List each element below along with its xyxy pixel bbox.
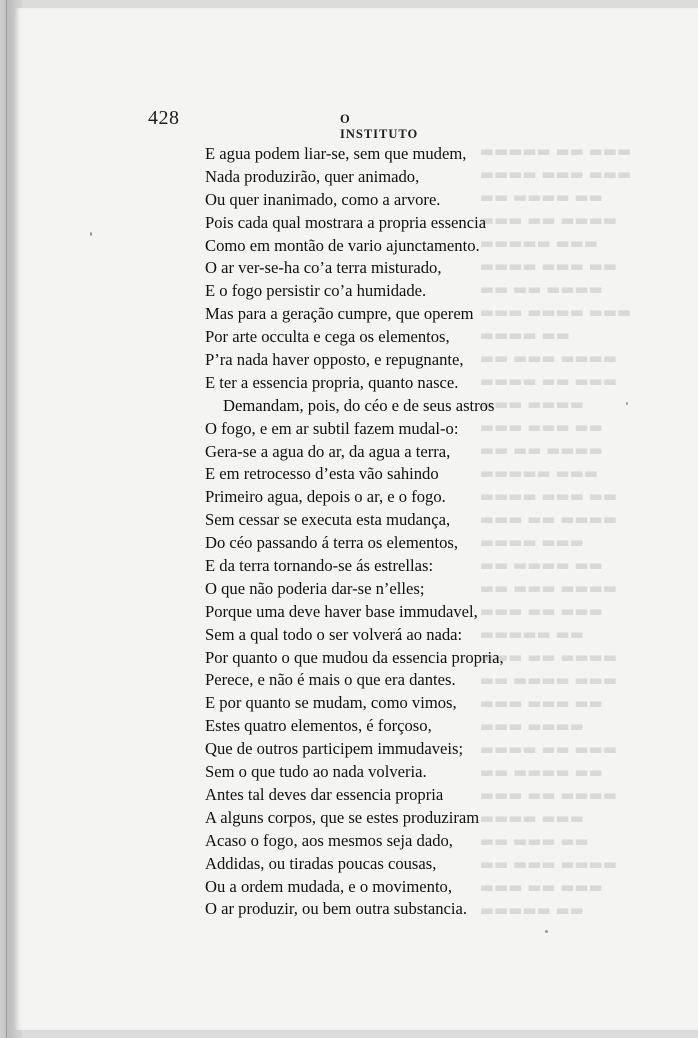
poem-line: Mas para a geração cumpre, que operem: [205, 304, 474, 324]
poem-line: Sem o que tudo ao nada volveria.: [205, 762, 427, 782]
poem-line: O que não poderia dar-se n’elles;: [205, 578, 425, 598]
poem-line: Estes quatro elementos, é forçoso,: [205, 716, 432, 736]
scan-speck: [545, 930, 548, 933]
poem-line: Perece, e não é mais o que era dantes.: [205, 670, 456, 690]
poem-line: E o fogo persistir co’a humidade.: [205, 281, 427, 301]
poem-line: E em retrocesso d’esta vão sahindo: [205, 464, 439, 484]
poem-line: A alguns corpos, que se estes produziram: [205, 807, 480, 827]
page-number: 428: [148, 107, 180, 129]
poem-line: Ou quer inanimado, como a arvore.: [205, 189, 441, 209]
reverse-side-show-through: ▬▬▬ ▬▬ ▬▬▬▬▬ ▬▬▬ ▬▬▬ ▬▬▬▬ ▬▬ ▬▬▬▬ ▬▬ ▬▬▬▬ ▬▬ ▬▬▬ ▬▬▬ ▬▬▬▬▬ ▬▬ ▬▬▬ ▬▬▬▬ ▬▬▬▬ ▬▬ ▬▬ ▬▬▬ ▬▬▬▬ ▬▬▬ ▬▬ ▬▬▬▬ ▬▬▬▬ ▬▬▬ ▬▬ ▬▬▬ ▬▬ ▬▬▬▬ ▬▬▬▬ ▬▬▬ ▬▬ ▬▬▬ ▬▬▬ ▬▬▬▬ ▬▬ ▬▬ ▬▬▬ ▬▬▬▬▬ ▬▬ ▬▬▬ ▬▬▬▬ ▬▬▬▬ ▬▬ ▬▬▬ ▬▬▬ ▬▬▬▬ ▬▬ ▬▬▬▬ ▬▬ ▬▬▬▬ ▬▬▬ ▬▬ ▬▬▬ ▬▬ ▬▬▬ ▬▬ ▬▬▬▬▬ ▬▬▬▬ ▬▬ ▬▬▬ ▬▬▬ ▬▬▬▬ ▬▬ ▬▬ ▬▬▬ ▬▬▬ ▬▬▬▬ ▬▬▬ ▬▬▬ ▬▬ ▬▬▬▬ ▬▬ ▬▬▬▬ ▬▬ ▬▬▬▬ ▬▬ ▬▬▬ ▬▬▬ ▬▬▬▬ ▬▬ ▬▬▬ ▬▬ ▬▬▬▬ ▬▬▬ ▬▬ ▬▬▬ ▬▬ ▬▬▬ ▬▬ ▬▬▬▬▬: [480, 142, 632, 919]
scan-speck: [90, 232, 92, 236]
poem-line: Pois cada qual mostrara a propria essencia: [205, 212, 487, 232]
page-header: [148, 107, 432, 141]
poem-line: Que de outros participem immudaveis;: [205, 739, 464, 759]
poem-line: Acaso o fogo, aos mesmos seja dado,: [205, 830, 453, 850]
poem-line: Antes tal deves dar essencia propria: [205, 784, 444, 804]
poem-line: Porque uma deve haver base immudavel,: [205, 601, 478, 621]
poem-line: E por quanto se mudam, como vimos,: [205, 693, 457, 713]
poem-line: Primeiro agua, depois o ar, e o fogo.: [205, 487, 446, 507]
poem-line: Nada produzirão, quer animado,: [205, 166, 420, 186]
poem-line: Ou a ordem mudada, e o movimento,: [205, 876, 453, 896]
poem-text-block: [205, 143, 545, 921]
poem-line: P’ra nada haver opposto, e repugnante,: [205, 350, 464, 370]
poem-line: Por quanto o que mudou da essencia propria,: [205, 647, 504, 667]
running-title: O INSTITUTO: [340, 112, 419, 141]
poem-line: E agua podem liar-se, sem que mudem,: [205, 144, 467, 163]
poem-line: Addidas, ou tiradas poucas cousas,: [205, 853, 437, 873]
poem-line: O ar ver-se-ha co’a terra misturado,: [205, 258, 442, 278]
poem-line: Gera-se a agua do ar, da agua a terra,: [205, 441, 451, 461]
poem-line: E ter a essencia propria, quanto nasce.: [205, 372, 459, 392]
poem-line: Sem cessar se executa esta mudança,: [205, 510, 451, 530]
poem-line: E da terra tornando-se ás estrellas:: [205, 556, 434, 576]
poem-line: O ar produzir, ou bem outra substancia.: [205, 899, 467, 919]
scan-speck: [626, 402, 628, 405]
poem-line: Sem a qual todo o ser volverá ao nada:: [205, 624, 463, 644]
poem-line: Por arte occulta e cega os elementos,: [205, 327, 450, 347]
poem-line: Do céo passando á terra os elementos,: [205, 533, 458, 553]
poem-line: O fogo, e em ar subtil fazem mudal-o:: [205, 418, 459, 438]
poem-line: Como em montão de vario ajunctamento.: [205, 235, 480, 255]
poem-line: Demandam, pois, do céo e de seus astros: [223, 395, 495, 415]
